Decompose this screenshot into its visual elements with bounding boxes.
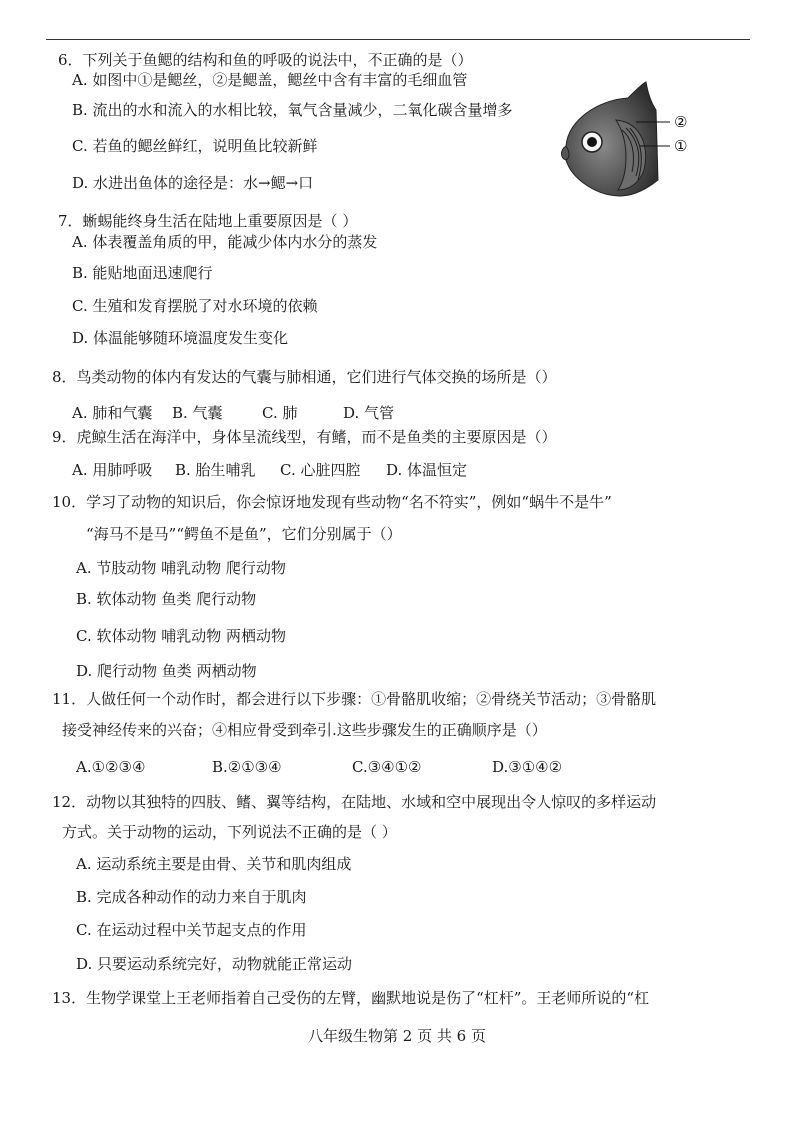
q8-stem: 8．鸟类动物的体内有发达的气囊与肺相通，它们进行气体交换的场所是（） bbox=[52, 368, 557, 386]
q7-option-b: B. 能贴地面迅速爬行 bbox=[72, 264, 213, 282]
q11-option-b: B.②①③④ bbox=[212, 758, 282, 776]
fish-label-2: ② bbox=[674, 113, 688, 131]
q8-option-a: A. 肺和气囊 bbox=[72, 404, 153, 422]
q10-option-d: D. 爬行动物 鱼类 两栖动物 bbox=[76, 662, 257, 680]
page-footer: 八年级生物第 2 页 共 6 页 bbox=[308, 1027, 486, 1045]
q10-option-a: A. 节肢动物 哺乳动物 爬行动物 bbox=[76, 559, 286, 577]
q9-stem: 9．虎鲸生活在海洋中，身体呈流线型，有鳍，而不是鱼类的主要原因是（） bbox=[52, 428, 557, 446]
q6-option-c: C. 若鱼的鳃丝鲜红，说明鱼比较新鲜 bbox=[72, 137, 318, 155]
q6-stem: 6．下列关于鱼鳃的结构和鱼的呼吸的说法中，不正确的是（） bbox=[58, 51, 473, 69]
q11-option-c: C.③④①② bbox=[352, 758, 422, 776]
q6-option-a: A. 如图中①是鳃丝，②是鳃盖，鳃丝中含有丰富的毛细血管 bbox=[72, 71, 468, 89]
top-rule bbox=[46, 39, 750, 40]
q12-stem-line2: 方式。关于动物的运动，下列说法不正确的是（ ） bbox=[62, 823, 397, 841]
q6-option-b: B. 流出的水和流入的水相比较，氧气含量减少，二氧化碳含量增多 bbox=[72, 101, 513, 119]
q12-option-c: C. 在运动过程中关节起支点的作用 bbox=[76, 921, 307, 939]
q7-option-d: D. 体温能够随环境温度发生变化 bbox=[72, 329, 289, 347]
q11-option-a: A.①②③④ bbox=[76, 758, 146, 776]
q12-option-b: B. 完成各种动作的动力来自于肌肉 bbox=[76, 888, 307, 906]
q6-option-d: D. 水进出鱼体的途径是：水→鳃→口 bbox=[72, 174, 314, 192]
q9-option-b: B. 胎生哺乳 bbox=[175, 461, 256, 479]
q8-option-b: B. 气囊 bbox=[172, 404, 223, 422]
q7-option-c: C. 生殖和发育摆脱了对水环境的依赖 bbox=[72, 297, 318, 315]
q8-option-d: D. 气管 bbox=[343, 404, 395, 422]
q10-stem-line1: 10．学习了动物的知识后，你会惊讶地发现有些动物“名不符实”，例如“蜗牛不是牛” bbox=[52, 493, 612, 511]
q9-option-c: C. 心脏四腔 bbox=[280, 461, 361, 479]
fish-label-1: ① bbox=[674, 137, 688, 155]
q8-option-c: C. 肺 bbox=[262, 404, 298, 422]
q10-option-c: C. 软体动物 哺乳动物 两栖动物 bbox=[76, 627, 287, 645]
q11-stem-line1: 11．人做任何一个动作时，都会进行以下步骤：①骨骼肌收缩；②骨绕关节活动；③骨骼肌 bbox=[52, 690, 657, 708]
q12-option-a: A. 运动系统主要是由骨、关节和肌肉组成 bbox=[76, 855, 352, 873]
q9-option-a: A. 用肺呼吸 bbox=[72, 461, 153, 479]
q12-option-d: D. 只要运动系统完好，动物就能正常运动 bbox=[76, 955, 353, 973]
q11-stem-line2: 接受神经传来的兴奋；④相应骨受到牵引.这些步骤发生的正确顺序是（） bbox=[62, 721, 547, 739]
fish-body bbox=[566, 82, 658, 196]
q10-option-b: B. 软体动物 鱼类 爬行动物 bbox=[76, 590, 257, 608]
q7-option-a: A. 体表覆盖角质的甲，能减少体内水分的蒸发 bbox=[72, 233, 378, 251]
q13-stem-line1: 13．生物学课堂上王老师指着自己受伤的左臂，幽默地说是伤了“杠杆”。王老师所说的“杠 bbox=[52, 989, 650, 1007]
q9-option-d: D. 体温恒定 bbox=[386, 461, 468, 479]
q11-option-d: D.③①④② bbox=[492, 758, 563, 776]
q12-stem-line1: 12．动物以其独特的四肢、鳍、翼等结构，在陆地、水域和空中展现出令人惊叹的多样运动 bbox=[52, 793, 657, 811]
q7-stem: 7．蜥蜴能终身生活在陆地上重要原因是（ ） bbox=[58, 212, 358, 230]
fish-gill-figure bbox=[558, 80, 698, 202]
q10-stem-line2: “海马不是马”“鳄鱼不是鱼”，它们分别属于（） bbox=[86, 525, 402, 543]
